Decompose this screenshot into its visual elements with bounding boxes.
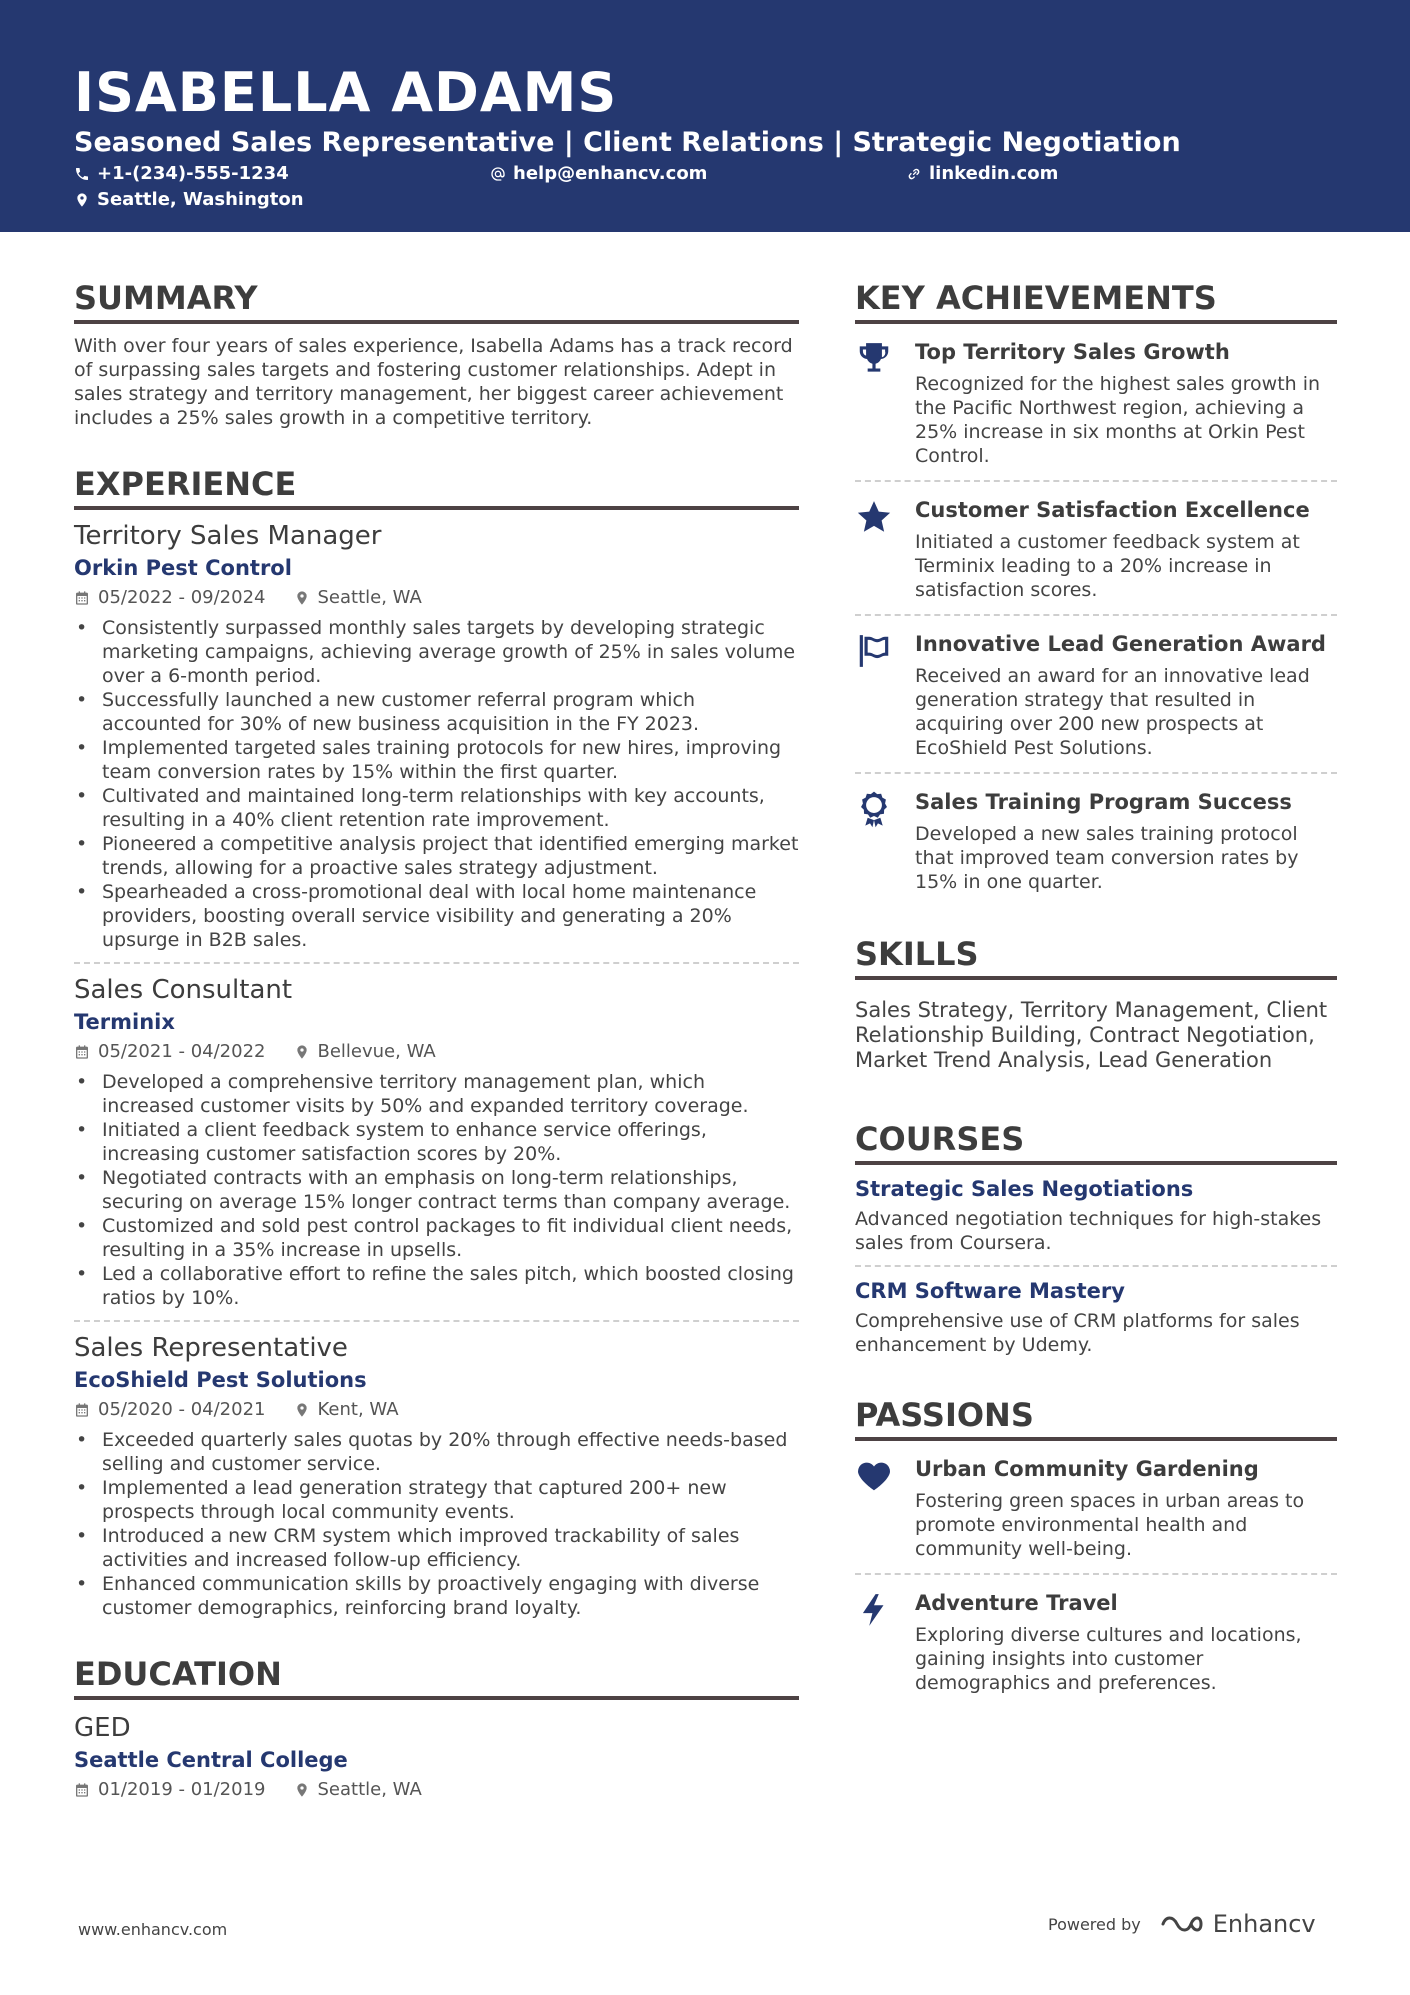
job-company: Terminix (74, 1010, 175, 1034)
course-item (855, 1165, 1337, 1265)
location-pin-icon (294, 1044, 310, 1060)
experience-entry (74, 962, 799, 1310)
bullet-item: • Enhanced communication skills by proactively engaging with diverse customer demographics, reinforcing brand loyalty. (74, 1572, 799, 1620)
calendar-icon (74, 1782, 90, 1798)
bullet-item: • Customized and sold pest control packages to fit individual client needs, resulting in a 35% increase in upsells. (74, 1214, 799, 1262)
contact-phone[interactable] (74, 163, 289, 185)
location-pin-icon (294, 1782, 310, 1798)
powered-by-text: Powered by (1048, 1914, 1141, 1934)
calendar-icon (74, 590, 90, 606)
job-bullets (74, 1070, 799, 1310)
courses-heading: COURSES (855, 1121, 1337, 1165)
location-pin-icon (74, 192, 90, 208)
education-school: Seattle Central College (74, 1748, 348, 1772)
course-desc: Advanced negotiation techniques for high-stakes sales from Coursera. (855, 1208, 1322, 1254)
job-location: Seattle, WA (317, 587, 422, 608)
right-column (855, 280, 1337, 1707)
achievement-desc: Recognized for the highest sales growth in the Pacific Northwest region, achieving a 25% increase in six months at Orkin Pest Control. (915, 373, 1321, 467)
phone-text: +1-(234)-555-1234 (97, 163, 289, 184)
footer-branding (1048, 1910, 1316, 1938)
bullet-item: • Implemented targeted sales training protocols for new hires, improving team conversion rates by 15% within the first quarter. (74, 736, 799, 784)
bullet-item: • Negotiated contracts with an emphasis on long-term relationships, securing on average 15% longer contract terms than company average. (74, 1166, 799, 1214)
location-text: Seattle, Washington (97, 189, 304, 210)
job-dates: 05/2021 - 04/2022 (98, 1041, 266, 1062)
education-degree: GED (74, 1713, 131, 1743)
achievement-title: Sales Training Program Success (915, 790, 1292, 814)
star-icon (855, 498, 893, 536)
education-meta (74, 1778, 799, 1802)
calendar-icon (74, 1044, 90, 1060)
summary-text: With over four years of sales experience, Isabella Adams has a track record of surpassing sales targets and fostering customer relationships. Adept in sales strategy and territory management, her biggest career achievement includes a 25% sales growth in a competitive territory. (74, 335, 793, 429)
course-title: CRM Software Mastery (855, 1279, 1125, 1303)
experience-entry (74, 1320, 799, 1620)
achievement-desc: Initiated a customer feedback system at Terminix leading to a 20% increase in satisfaction scores. (915, 531, 1300, 601)
bullet-item: • Consistently surpassed monthly sales targets by developing strategic marketing campaigns, achieving average growth of 25% in sales volume over a 6-month period. (74, 616, 799, 688)
job-meta (74, 586, 799, 610)
achievement-desc: Developed a new sales training protocol that improved team conversion rates by 15% in one quarter. (915, 823, 1299, 893)
job-meta (74, 1040, 799, 1064)
heart-icon (855, 1457, 893, 1495)
resume-header (0, 0, 1410, 232)
job-company: Orkin Pest Control (74, 556, 292, 580)
job-role: Territory Sales Manager (74, 521, 382, 551)
at-icon (490, 166, 506, 182)
bullet-item: • Led a collaborative effort to refine the sales pitch, which boosted closing ratios by 10%. (74, 1262, 799, 1310)
link-icon (906, 166, 922, 182)
trophy-icon (855, 340, 893, 378)
location-pin-icon (294, 590, 310, 606)
education-entry (74, 1712, 799, 1802)
achievement-desc: Received an award for an innovative lead generation strategy that resulted in acquiring over 200 new prospects at EcoShield Pest Solutions. (915, 665, 1310, 759)
bullet-item: • Cultivated and maintained long-term relationships with key accounts, resulting in a 40% client retention rate improvement. (74, 784, 799, 832)
job-bullets (74, 1428, 799, 1620)
education-heading: EDUCATION (74, 1656, 799, 1700)
flag-icon (855, 632, 893, 670)
bullet-item: • Developed a comprehensive territory management plan, which increased customer visits by 50% and expanded territory coverage. (74, 1070, 799, 1118)
course-desc: Comprehensive use of CRM platforms for sales enhancement by Udemy. (855, 1310, 1300, 1356)
phone-icon (74, 166, 90, 182)
achievements-heading: KEY ACHIEVEMENTS (855, 280, 1337, 324)
job-location-wrap (294, 586, 422, 610)
bullet-item: • Spearheaded a cross-promotional deal with local home maintenance providers, boosting overall service visibility and generating a 20% upsurge in B2B sales. (74, 880, 799, 952)
passion-desc: Fostering green spaces in urban areas to promote environmental health and community well-being. (915, 1490, 1305, 1560)
job-location-wrap (294, 1398, 399, 1422)
summary-heading: SUMMARY (74, 280, 799, 324)
bullet-item: • Implemented a lead generation strategy that captured 200+ new prospects through local community events. (74, 1476, 799, 1524)
experience-entry (74, 520, 799, 952)
job-meta (74, 1398, 799, 1422)
linkedin-text: linkedin.com (929, 163, 1059, 184)
job-location-wrap (294, 1040, 436, 1064)
medal-icon (855, 790, 893, 828)
achievement-item (855, 324, 1337, 480)
calendar-icon (74, 1402, 90, 1418)
job-bullets (74, 616, 799, 952)
education-dates: 01/2019 - 01/2019 (98, 1779, 266, 1800)
passion-item (855, 1441, 1337, 1573)
achievement-item (855, 772, 1337, 906)
email-text: help@enhancv.com (513, 163, 708, 184)
job-company: EcoShield Pest Solutions (74, 1368, 367, 1392)
experience-heading: EXPERIENCE (74, 466, 799, 510)
passion-item (855, 1573, 1337, 1707)
job-role: Sales Representative (74, 1333, 348, 1363)
job-location: Bellevue, WA (317, 1041, 436, 1062)
passion-title: Urban Community Gardening (915, 1457, 1259, 1481)
achievement-title: Customer Satisfaction Excellence (915, 498, 1310, 522)
job-location: Kent, WA (317, 1399, 399, 1420)
job-role: Sales Consultant (74, 975, 293, 1005)
enhancv-logo-icon (1159, 1912, 1205, 1936)
job-dates: 05/2022 - 09/2024 (98, 587, 266, 608)
achievement-item (855, 480, 1337, 614)
bullet-item: • Initiated a client feedback system to enhance service offerings, increasing customer satisfaction scores by 20%. (74, 1118, 799, 1166)
contact-location (74, 189, 304, 211)
enhancv-logo[interactable] (1159, 1910, 1316, 1938)
contact-linkedin[interactable] (906, 163, 1058, 185)
skills-text: Sales Strategy, Territory Management, Client Relationship Building, Contract Negotiation, Market Trend Analysis, Lead Generation (855, 998, 1328, 1072)
left-column (74, 280, 799, 1802)
location-pin-icon (294, 1402, 310, 1418)
passion-desc: Exploring diverse cultures and locations, gaining insights into customer demographics and preferences. (915, 1624, 1302, 1694)
bolt-icon (855, 1591, 893, 1629)
education-location-wrap (294, 1778, 422, 1802)
achievement-title: Top Territory Sales Growth (915, 340, 1230, 364)
contact-email[interactable] (490, 163, 707, 185)
passion-title: Adventure Travel (915, 1591, 1118, 1615)
bullet-item: • Exceeded quarterly sales quotas by 20% through effective needs-based selling and customer service. (74, 1428, 799, 1476)
course-title: Strategic Sales Negotiations (855, 1177, 1194, 1201)
education-location: Seattle, WA (317, 1779, 422, 1800)
candidate-name: ISABELLA ADAMS (74, 61, 618, 124)
passions-heading: PASSIONS (855, 1397, 1337, 1441)
job-dates: 05/2020 - 04/2021 (98, 1399, 266, 1420)
achievement-title: Innovative Lead Generation Award (915, 632, 1326, 656)
brand-name: Enhancv (1212, 1910, 1316, 1938)
course-item (855, 1265, 1337, 1367)
skills-heading: SKILLS (855, 936, 1337, 980)
bullet-item: • Pioneered a competitive analysis project that identified emerging market trends, allowing for a proactive sales strategy adjustment. (74, 832, 799, 880)
achievement-item (855, 614, 1337, 772)
bullet-item: • Successfully launched a new customer referral program which accounted for 30% of new business acquisition in the FY 2023. (74, 688, 799, 736)
footer-website[interactable]: www.enhancv.com (78, 1920, 228, 1939)
candidate-title: Seasoned Sales Representative | Client Relations | Strategic Negotiation (74, 127, 1181, 158)
bullet-item: • Introduced a new CRM system which improved trackability of sales activities and increased follow-up efficiency. (74, 1524, 799, 1572)
